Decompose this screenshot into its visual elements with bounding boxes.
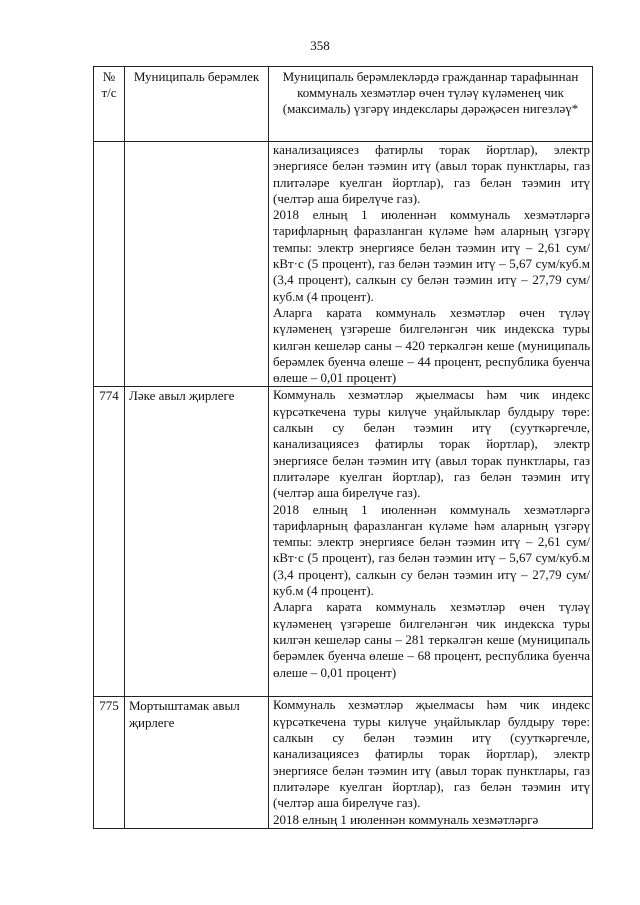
paragraph: Коммуналь хезмәтләр җыелмасы һәм чик индекс күрсәткечена туры килүче уңайлыклар булдыру төре: салкын су белән тәэмин итү (сууткәргечле, канализациясез фатирлы торак йортлар), электр энергиясе белән тәэмин итү (авыл торак пунктлары, газ плитәләре куелган йортлар), газ белән тәэмин итү (челтәр аша бирелүче газ). [273, 697, 590, 811]
paragraph: Аларга карата коммуналь хезмәтләр өчен түләү күләменең үзгәреше билгеләнгән чик индекска туры килгән кешеләр саны – 420 теркәлгән кеше (муниципаль берәмлек буенча өлеше – 44 процент, республика буенча өлеше – 0,01 процент) [273, 304, 590, 386]
municipality-cell [125, 142, 269, 387]
justification-cell [269, 387, 593, 697]
justification-cell [269, 697, 593, 828]
table-row [94, 387, 593, 697]
row-number-cell: 774 [94, 387, 125, 697]
row-number-cell: 775 [94, 697, 125, 828]
table-header-row [94, 67, 593, 142]
municipal-table [93, 66, 593, 829]
municipality-cell: Ләке авыл җирлеге [125, 387, 269, 697]
header-number: № т/с [94, 67, 125, 142]
table-row [94, 697, 593, 828]
justification-cell [269, 142, 593, 387]
paragraph: 2018 елның 1 июленнән коммуналь хезмәтләргә тарифларның фаразланган күләме һәм аларның үзгәрү темпы: электр энергиясе белән тәэмин итү – 2,61 сум/кВт·с (5 процент), газ белән тәэмин итү – 5,67 сум/куб.м (3,4 процент), салкын су белән тәэмин итү – 27,79 сум/куб.м (4 процент). [273, 501, 590, 599]
page-number: 358 [310, 38, 330, 53]
row-number-cell [94, 142, 125, 387]
header-justification: Муниципаль берәмлекләрдә гражданнар тарафыннан коммуналь хезмәтләр өчен түләү күләменең чик (максималь) үзгәрү индекслары дәрәҗәсен нигезләү* [269, 67, 593, 142]
paragraph: 2018 елның 1 июленнән коммуналь хезмәтләргә тарифларның фаразланган күләме һәм аларның үзгәрү темпы: электр энергиясе белән тәэмин итү – 2,61 сум/кВт·с (5 процент), газ белән тәэмин итү – 5,67 сум/куб.м (3,4 процент), салкын су белән тәэмин итү – 27,79 сум/куб.м (4 процент). [273, 207, 590, 304]
paragraph: 2018 елның 1 июленнән коммуналь хезмәтләргә [273, 811, 539, 827]
municipality-cell: Мортыштамак авыл җирлеге [125, 697, 269, 828]
table-row-continuation [94, 142, 593, 387]
paragraph: Аларга карата коммуналь хезмәтләр өчен түләү күләменең үзгәреше билгеләнгән чик индекска туры килгән кешеләр саны – 281 теркәлгән кеше (муниципаль берәмлек буенча өлеше – 68 процент, республика буенча өлеше – 0,01 процент) [273, 599, 590, 680]
paragraph: канализациясез фатирлы торак йортлар), электр энергиясе белән тәэмин итү (авыл торак пунктлары, газ плитәләре куелган йортлар), газ белән тәэмин итү (челтәр аша бирелүче газ). [273, 142, 590, 206]
paragraph: Коммуналь хезмәтләр җыелмасы һәм чик индекс күрсәткечена туры килүче уңайлыклар булдыру төре: салкын су белән тәэмин итү (сууткәргечле, канализациясез фатирлы торак йортлар), электр энергиясе белән тәэмин итү (авыл торак пунктлары, газ плитәләре куелган йортлар), газ белән тәэмин итү (челтәр аша бирелүче газ). [273, 387, 590, 501]
header-municipality: Муниципаль берәмлек [125, 67, 269, 142]
